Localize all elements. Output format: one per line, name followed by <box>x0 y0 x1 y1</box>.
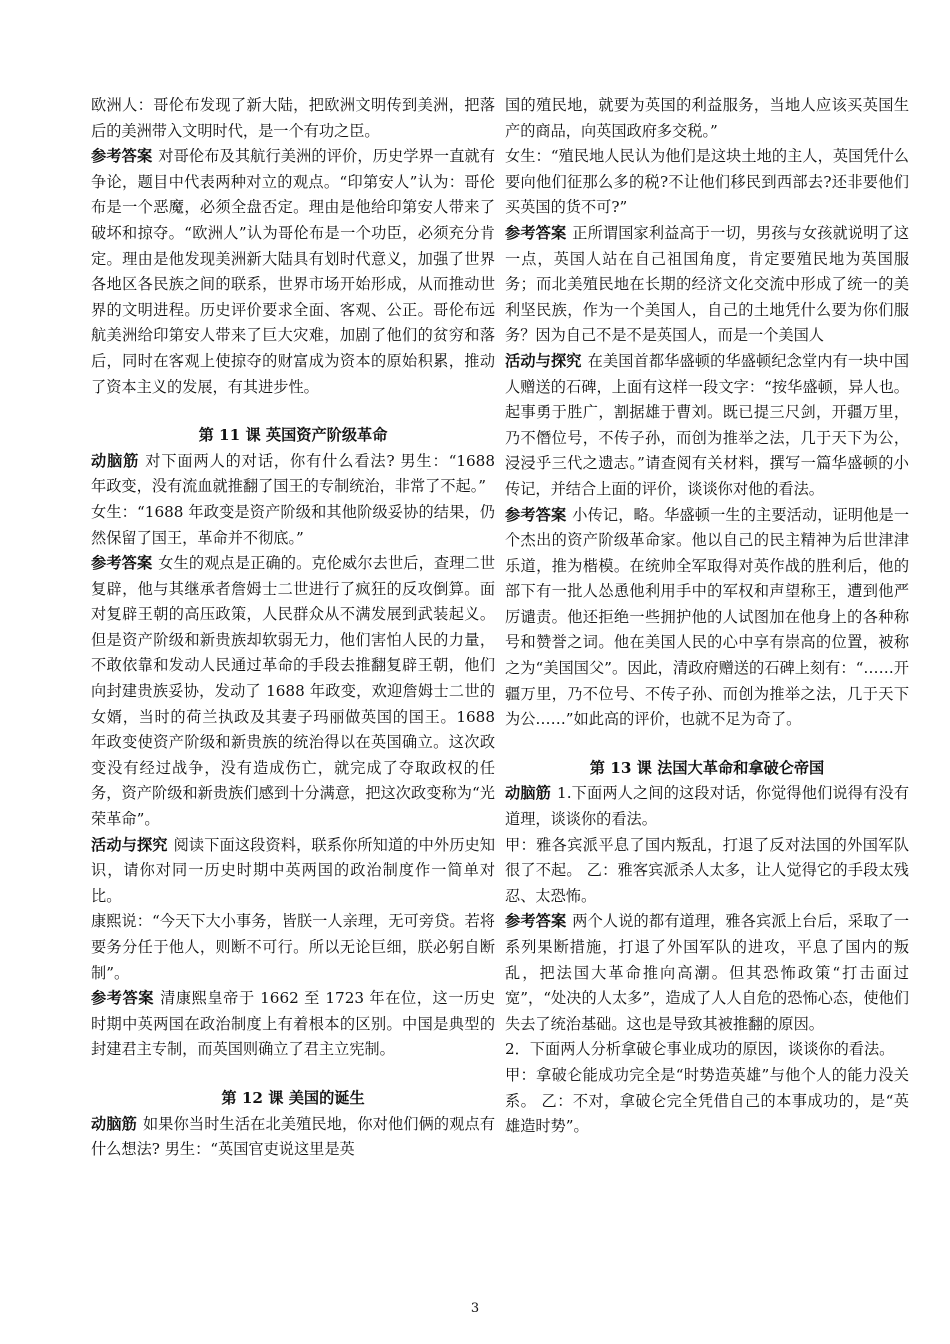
paragraph-text: 正所谓国家利益高于一切，男孩与女孩就说明了这一点，英国人站在自己祖国角度，肯定要殖民地为英国服务；而北美殖民地在长期的经济文化交流中形成了统一的美利坚民族，作为一个美国人，自己的土地凭什么要为你们服务？因为自己不是不是英国人，而是一个美国人 <box>505 223 909 345</box>
paragraph <box>91 144 495 400</box>
label-activity: 活动与探究 <box>505 351 582 370</box>
left-column <box>91 93 495 1163</box>
paragraph-text: 如果你当时生活在北美殖民地，你对他们俩的观点有什么想法? 男生：“英国官吏说这里是英 <box>91 1114 495 1159</box>
paragraph-text: 女生的观点是正确的。克伦威尔去世后，查理二世复辟，他与其继承者詹姆士二世进行了疯狂的反攻倒算。面对复辟王朝的高压政策，人民群众从不满发展到武装起义。但是资产阶级和新贵族却软弱无力，他们害怕人民的力量，不敢依靠和发动人民通过革命的手段去推翻复辟王朝，他们向封建贵族妥协，发动了 1688 年政变，欢迎詹姆士二世的女婿，当时的荷兰执政及其妻子玛丽做英国的国王。1688 年政变使资产阶级和新贵族的统治得以在英国确立。这次政变没有经过战争，没有造成伤亡，就完成了夺取政权的任务，资产阶级和新贵族们感到十分满意，把这次政变称为“光荣革命”。 <box>91 554 495 829</box>
paragraph <box>91 1112 495 1163</box>
paragraph <box>505 349 909 503</box>
label-answer: 参考答案 <box>505 223 567 242</box>
right-column <box>505 93 909 1140</box>
label-answer: 参考答案 <box>91 554 153 573</box>
paragraph-text: 小传记，略。华盛顿一生的主要活动，证明他是一个杰出的资产阶级革命家。他以自己的民主精神为后世津津乐道，推为楷模。在统帅全军取得对英作战的胜利后，他的部下有一批人怂恿他利用手中的军权和声望称王，遭到他严厉谴责。他还拒绝一些拥护他的人试图加在他身上的各种称号和赞誉之词。他在美国人民的心中享有崇高的位置，被称之为“美国国父”。因此，清政府赠送的石碑上刻有：“……开疆万里，乃不位号、不传子孙、而创为推举之法，几于天下为公……”如此高的评价，也就不足为奇了。 <box>505 505 909 729</box>
paragraph-text: 两个人说的都有道理，雅各宾派上台后，采取了一系列果断措施，打退了外国军队的进攻，平息了国内的叛乱，把法国大革命推向高潮。但其恐怖政策“打击面过宽”，“处决的人太多”，造成了人人自危的恐怖心态，使他们失去了统治基础。这也是导致其被推翻的原因。 <box>505 912 909 1033</box>
paragraph <box>505 781 909 832</box>
paragraph-text: 在美国首都华盛顿的华盛顿纪念堂内有一块中国人赠送的石碑，上面有这样一段文字：“按华盛顿，异人也。起事勇于胜广，割据雄于曹刘。既已提三尺剑，开疆万里，乃不僭位号，不传子孙，而创为推举之法，几于天下为公，浸浸乎三代之遗志。”请查阅有关材料，撰写一篇华盛顿的小传记，并结合上面的评价，谈谈你对他的看法。 <box>505 351 909 498</box>
label-answer: 参考答案 <box>505 505 567 524</box>
paragraph: 欧洲人：哥伦布发现了新大陆，把欧洲文明传到美洲，把落后的美洲带入文明时代，是一个有功之臣。 <box>91 96 495 140</box>
label-think: 动脑筋 <box>91 451 140 470</box>
label-activity: 活动与探究 <box>91 835 168 854</box>
paragraph <box>91 986 495 1063</box>
lesson-heading-12: 第 12 课 美国的诞生 <box>221 1088 365 1107</box>
label-think: 动脑筋 <box>91 1114 137 1133</box>
label-answer: 参考答案 <box>91 147 153 166</box>
paragraph: 甲：拿破仑能成功完全是“时势造英雄”与他个人的能力没关系。 乙：不对，拿破仑完全凭借自己的本事成功的，是“英雄造时势”。 <box>505 1065 909 1136</box>
lesson-heading-13: 第 13 课 法国大革命和拿破仑帝国 <box>589 758 825 777</box>
paragraph <box>91 551 495 833</box>
page-number: 3 <box>470 1301 480 1316</box>
paragraph: 康熙说：“今天下大小事务，皆朕一人亲理，无可旁贷。若将要务分任于他人，则断不可行。所以无论巨细，朕必躬自断制”。 <box>91 912 495 982</box>
paragraph <box>505 503 909 733</box>
lesson-heading-11: 第 11 课 英国资产阶级革命 <box>198 426 388 445</box>
paragraph: 女生：“殖民地人民认为他们是这块土地的主人，英国凭什么要向他们征那么多的税?不让他们移民到西部去?还非要他们买英国的货不可?” <box>505 147 909 217</box>
paragraph-text: 1.下面两人之间的这段对话，你觉得他们说得有没有道理，谈谈你的看法。 <box>505 784 910 829</box>
paragraph: 女生：“1688 年政变是资产阶级和其他阶级妥协的结果，仍然保留了国王，革命并不彻底。” <box>91 502 495 547</box>
paragraph: 甲：雅各宾派平息了国内叛乱，打退了反对法国的外国军队很了不起。 乙：雅客宾派杀人太多，让人觉得它的手段太残忍、太恐怖。 <box>505 835 909 905</box>
label-answer: 参考答案 <box>91 989 155 1008</box>
paragraph-text: 阅读下面这段资料，联系你所知道的中外历史知识，请你对同一历史时期中英两国的政治制度作一简单对比。 <box>91 835 495 905</box>
paragraph <box>505 221 909 349</box>
label-think: 动脑筋 <box>505 784 552 803</box>
label-answer: 参考答案 <box>505 912 567 931</box>
paragraph <box>91 833 495 910</box>
paragraph <box>505 909 909 1037</box>
paragraph-text: 清康熙皇帝于 1662 至 1723 年在位，这一历史时期中英两国在政治制度上有着根本的区别。中国是典型的封建君主专制，而英国则确立了君主立宪制。 <box>91 989 496 1059</box>
paragraph-text: 对哥伦布及其航行美洲的评价，历史学界一直就有争论，题目中代表两种对立的观点。“印第安人”认为：哥伦布是一个恶魔，必须全盘否定。理由是他给印第安人带来了破坏和掠夺。“欧洲人”认为哥伦布是一个功臣，必须充分肯定。理由是他发现美洲新大陆具有划时代意义，加强了世界各地区各民族之间的联系，世界市场开始形成，从而推动世界的文明进程。历史评价要求全面、客观、公正。哥伦布远航美洲给印第安人带来了巨大灾难，加剧了他们的贫穷和落后，同时在客观上使掠夺的财富成为资本的原始积累，推动了资本主义的发展，有其进步性。 <box>91 147 495 396</box>
paragraph-text: 对下面两人的对话，你有什么看法? 男生：“1688 年政变，没有流血就推翻了国王的专制统治，非常了不起。” <box>91 451 495 496</box>
paragraph: 国的殖民地，就要为英国的利益服务，当地人应该买英国生产的商品，向英国政府多交税。” <box>505 96 909 140</box>
paragraph: 2．下面两人分析拿破仑事业成功的原因，谈谈你的看法。 <box>505 1040 895 1059</box>
paragraph <box>91 449 495 500</box>
